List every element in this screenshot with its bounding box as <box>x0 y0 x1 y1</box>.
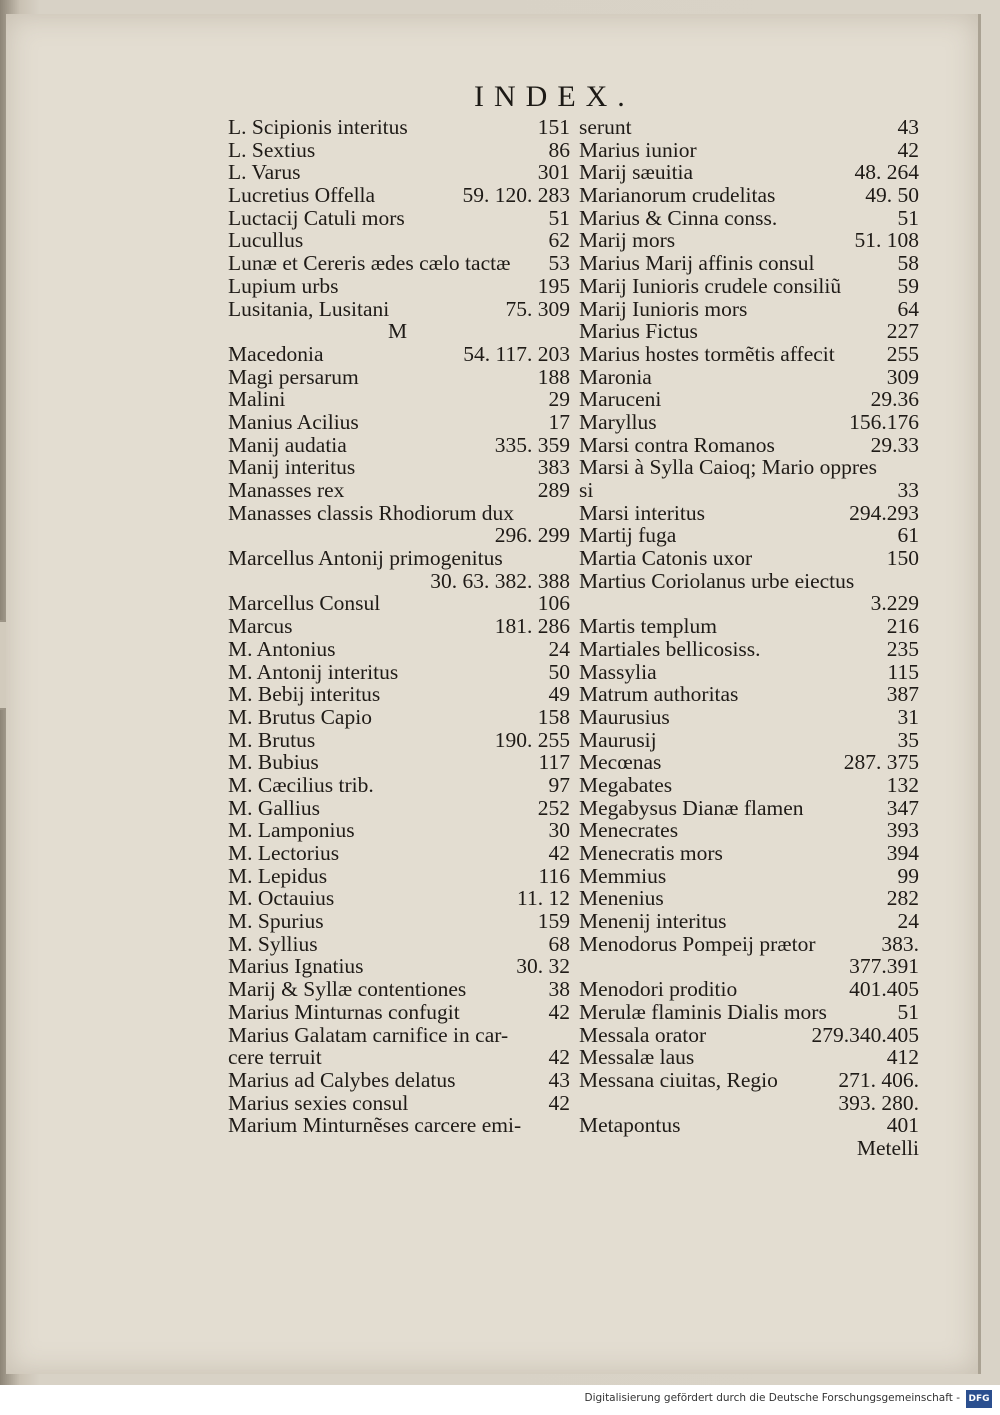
index-pages: 29.36 <box>870 387 919 412</box>
index-entry <box>228 729 570 752</box>
index-term: Marius Fictus <box>579 319 698 344</box>
index-pages: 42 <box>897 137 919 162</box>
index-entry <box>579 1001 919 1024</box>
index-term: Megabates <box>579 772 673 797</box>
index-entry <box>228 456 570 479</box>
index-term: Marij Iunioris crudele consiliũ <box>579 273 842 298</box>
index-entry <box>228 978 570 1001</box>
index-pages: 335. 359 <box>494 432 570 457</box>
index-pages: 279.340.405 <box>811 1022 919 1047</box>
index-pages: 42 <box>548 999 570 1024</box>
index-entry <box>579 615 919 638</box>
index-entry <box>228 298 570 321</box>
index-entry <box>228 887 570 910</box>
index-pages: 271. 406. <box>838 1067 919 1092</box>
index-entry <box>228 661 570 684</box>
index-term: si <box>579 478 594 502</box>
index-entry <box>228 479 570 502</box>
index-pages: 99 <box>897 863 919 888</box>
index-term: Marcellus Antonij primogenitus <box>228 546 503 571</box>
index-entry <box>228 229 570 252</box>
index-pages: 393. 280. <box>838 1090 919 1115</box>
index-pages: 86 <box>548 137 570 162</box>
index-entry <box>579 955 919 978</box>
index-term: M. Bebij interitus <box>228 682 381 707</box>
index-entry <box>228 865 570 888</box>
index-entry <box>228 1046 570 1069</box>
index-term: Menecratis mors <box>579 841 723 865</box>
index-pages: 42 <box>548 1090 570 1115</box>
index-term: Maurusij <box>579 727 657 752</box>
index-entry <box>228 819 570 842</box>
index-pages: 17 <box>548 409 570 434</box>
index-term: M. Syllius <box>228 931 318 956</box>
index-term: L. Varus <box>228 160 301 185</box>
index-entry <box>228 615 570 638</box>
index-term: Martia Catonis uxor <box>579 546 753 571</box>
index-entry <box>228 411 570 434</box>
index-pages: 287. 375 <box>843 750 919 775</box>
index-entry <box>579 456 919 479</box>
index-entry <box>579 161 919 184</box>
index-entry <box>228 502 570 525</box>
index-entry <box>228 343 570 366</box>
index-term: Megabysus Dianæ flamen <box>579 795 804 820</box>
index-pages: 235 <box>886 636 919 661</box>
index-pages: 61 <box>897 523 919 548</box>
index-entry <box>228 570 570 593</box>
index-term: Luctacij Catuli mors <box>228 205 405 230</box>
index-pages: 64 <box>897 296 919 321</box>
index-entry <box>579 683 919 706</box>
index-pages: 62 <box>548 228 570 253</box>
index-entry <box>228 1001 570 1024</box>
index-pages: 383. <box>881 931 919 956</box>
index-pages: 59 <box>897 273 919 298</box>
index-entry <box>228 547 570 570</box>
index-entry <box>579 434 919 457</box>
index-entry <box>579 184 919 207</box>
index-term: Magi persarum <box>228 364 359 389</box>
index-entry <box>228 592 570 615</box>
index-entry <box>579 592 919 615</box>
index-term: Marius Galatam carnifice in car- <box>228 1022 509 1047</box>
index-pages: 3.229 <box>870 591 919 616</box>
index-term: Menodorus Pompeij prætor <box>579 931 816 956</box>
index-column-left <box>228 116 570 1137</box>
index-entry <box>228 706 570 729</box>
index-pages: 255 <box>886 341 919 366</box>
index-entry <box>579 479 919 502</box>
index-entry <box>228 275 570 298</box>
index-entry <box>579 252 919 275</box>
index-term: Marij & Syllæ contentiones <box>228 977 467 1002</box>
index-entry <box>228 933 570 956</box>
index-pages: 309 <box>886 364 919 389</box>
index-pages: Metelli <box>856 1135 919 1160</box>
index-entry <box>579 570 919 593</box>
index-pages: 11. 12 <box>517 886 570 911</box>
index-term: Messana ciuitas, Regio <box>579 1067 778 1092</box>
index-term: Messalæ laus <box>579 1045 695 1070</box>
index-term: Maronia <box>579 364 652 389</box>
index-term: Manij audatia <box>228 432 347 457</box>
dfg-logo-icon: DFG <box>966 1390 992 1408</box>
footer-bar <box>0 1385 1000 1415</box>
index-entry <box>228 184 570 207</box>
index-term: Martiales bellicosiss. <box>579 636 761 661</box>
index-pages: 42 <box>548 841 570 865</box>
index-pages: 35 <box>897 727 919 752</box>
index-term: Lunæ et Cereris ædes cælo tactæ <box>228 251 511 276</box>
index-term: Merulæ flaminis Dialis mors <box>579 999 827 1024</box>
index-term: L. Scipionis interitus <box>228 115 408 139</box>
index-term: Marius & Cinna conss. <box>579 205 778 230</box>
index-term: Marius Minturnas confugit <box>228 999 460 1024</box>
index-pages: 227 <box>886 319 919 344</box>
index-term: M. Spurius <box>228 909 324 934</box>
index-entry <box>579 887 919 910</box>
index-term: Marcus <box>228 614 293 639</box>
index-term: Manius Acilius <box>228 409 359 434</box>
index-term: Marium Minturnẽses carcere emi- <box>228 1113 522 1138</box>
index-pages: 29.33 <box>870 432 919 457</box>
index-pages: 347 <box>886 795 919 820</box>
index-pages: 132 <box>886 772 919 797</box>
index-term: Macedonia <box>228 341 324 366</box>
index-term: Menenij interitus <box>579 909 727 934</box>
index-pages: 252 <box>537 795 570 820</box>
index-pages: 58 <box>897 251 919 276</box>
index-term: Maurusius <box>579 704 670 729</box>
index-entry <box>579 751 919 774</box>
index-entry <box>579 116 919 139</box>
index-term: Menecrates <box>579 818 679 843</box>
index-term: Lusitania, Lusitani <box>228 296 390 321</box>
index-entry <box>579 524 919 547</box>
index-pages: 116 <box>538 863 570 888</box>
index-entry <box>579 819 919 842</box>
index-term: Lupium urbs <box>228 273 339 298</box>
index-term: Marius sexies consul <box>228 1090 409 1115</box>
index-pages: 49 <box>548 682 570 707</box>
index-pages: 282 <box>886 886 919 911</box>
index-term: Marsi contra Romanos <box>579 432 775 457</box>
index-pages: 156.176 <box>849 409 919 434</box>
index-term: M <box>388 319 408 344</box>
index-entry <box>228 366 570 389</box>
index-term: Manasses classis Rhodiorum dux <box>228 500 515 525</box>
index-term: Manij interitus <box>228 455 356 480</box>
index-pages: 42 <box>548 1045 570 1070</box>
index-entry <box>228 751 570 774</box>
index-entry <box>579 842 919 865</box>
index-term: Marius hostes tormẽtis affecit <box>579 341 835 366</box>
index-entry <box>579 1092 919 1115</box>
index-term: Lucretius Offella <box>228 183 376 208</box>
index-pages: 394 <box>886 841 919 865</box>
index-term: Marianorum crudelitas <box>579 183 776 208</box>
index-entry <box>579 865 919 888</box>
index-entry <box>579 320 919 343</box>
index-entry <box>228 116 570 139</box>
index-entry <box>579 978 919 1001</box>
index-term: M. Gallius <box>228 795 320 820</box>
index-term: Marij mors <box>579 228 676 253</box>
index-entry <box>579 298 919 321</box>
index-term: M. Brutus Capio <box>228 704 372 729</box>
index-term: M. Bubius <box>228 750 319 775</box>
index-term: Menenius <box>579 886 664 911</box>
index-pages: 106 <box>537 591 570 616</box>
index-term: M. Octauius <box>228 886 335 911</box>
index-pages: 75. 309 <box>505 296 570 321</box>
index-term: Marsi interitus <box>579 500 705 525</box>
index-entry <box>579 207 919 230</box>
index-pages: 115 <box>887 659 919 684</box>
index-term: Marsi à Sylla Caioq; Mario oppres <box>579 455 877 480</box>
index-term: Marcellus Consul <box>228 591 381 616</box>
index-pages: 150 <box>886 546 919 571</box>
index-pages: 377.391 <box>849 954 919 979</box>
index-entry <box>228 161 570 184</box>
index-term: Marius Marij affinis consul <box>579 251 815 276</box>
index-term: Martius Coriolanus urbe eiectus <box>579 568 855 593</box>
index-entry <box>228 1114 570 1137</box>
index-entry <box>579 729 919 752</box>
index-entry <box>579 910 919 933</box>
index-entry <box>579 388 919 411</box>
index-entry <box>579 1114 919 1137</box>
index-entry <box>228 252 570 275</box>
index-pages: 48. 264 <box>854 160 919 185</box>
index-entry <box>228 842 570 865</box>
index-entry <box>579 1069 919 1092</box>
index-pages: 289 <box>537 478 570 502</box>
index-pages: 159 <box>537 909 570 934</box>
index-term: Marij sæuitia <box>579 160 694 185</box>
index-entry <box>579 502 919 525</box>
index-term: Marius ad Calybes delatus <box>228 1067 456 1092</box>
index-pages: 51 <box>897 205 919 230</box>
index-entry <box>579 1137 919 1160</box>
index-term: M. Antonius <box>228 636 336 661</box>
index-entry <box>579 661 919 684</box>
index-pages: 30. 32 <box>516 954 570 979</box>
index-term: M. Lamponius <box>228 818 355 843</box>
page-title: INDEX. <box>474 80 635 113</box>
index-term: Menodori proditio <box>579 977 738 1002</box>
index-entry <box>228 1024 570 1047</box>
index-entry <box>579 275 919 298</box>
index-pages: 195 <box>537 273 570 298</box>
index-entry <box>228 320 570 343</box>
index-term: Massylia <box>579 659 657 684</box>
index-pages: 51. 108 <box>854 228 919 253</box>
index-entry <box>579 1046 919 1069</box>
index-term: Marius Ignatius <box>228 954 364 979</box>
index-pages: 296. 299 <box>494 523 570 548</box>
index-pages: 38 <box>548 977 570 1002</box>
index-term: Maruceni <box>579 387 662 412</box>
index-term: Metapontus <box>579 1113 681 1138</box>
index-term: Maryllus <box>579 409 657 434</box>
index-pages: 30 <box>548 818 570 843</box>
index-pages: 24 <box>548 636 570 661</box>
index-column-right <box>579 116 919 1160</box>
index-pages: 190. 255 <box>494 727 570 752</box>
index-pages: 43 <box>548 1067 570 1092</box>
index-term: M. Lepidus <box>228 863 328 888</box>
index-term: Matrum authoritas <box>579 682 739 707</box>
index-pages: 43 <box>897 115 919 139</box>
index-entry <box>579 797 919 820</box>
index-pages: 401 <box>886 1113 919 1138</box>
index-entry <box>228 910 570 933</box>
index-entry <box>228 207 570 230</box>
index-pages: 294.293 <box>849 500 919 525</box>
index-entry <box>228 683 570 706</box>
index-entry <box>228 524 570 547</box>
index-entry <box>228 139 570 162</box>
index-entry <box>228 1092 570 1115</box>
index-entry <box>579 774 919 797</box>
index-pages: 50 <box>548 659 570 684</box>
index-pages: 59. 120. 283 <box>462 183 570 208</box>
index-entry <box>579 139 919 162</box>
index-pages: 68 <box>548 931 570 956</box>
index-pages: 51 <box>897 999 919 1024</box>
index-pages: 30. 63. 382. 388 <box>430 568 570 593</box>
index-term: Marij Iunioris mors <box>579 296 748 321</box>
index-pages: 31 <box>897 704 919 729</box>
index-entry <box>228 434 570 457</box>
index-term: Malini <box>228 387 286 412</box>
index-pages: 412 <box>886 1045 919 1070</box>
index-pages: 181. 286 <box>494 614 570 639</box>
index-pages: 97 <box>548 772 570 797</box>
index-pages: 188 <box>537 364 570 389</box>
index-entry <box>579 229 919 252</box>
index-pages: 33 <box>897 478 919 502</box>
index-entry <box>228 955 570 978</box>
index-pages: 49. 50 <box>865 183 919 208</box>
index-term: L. Sextius <box>228 137 316 162</box>
index-pages: 216 <box>886 614 919 639</box>
index-term: Manasses rex <box>228 478 345 502</box>
index-pages: 151 <box>537 115 570 139</box>
index-entry <box>228 1069 570 1092</box>
index-entry <box>579 706 919 729</box>
funding-notice: Digitalisierung gefördert durch die Deutsche Forschungsgemeinschaft - <box>584 1392 960 1404</box>
index-pages: 24 <box>897 909 919 934</box>
index-entry <box>579 638 919 661</box>
index-term: M. Lectorius <box>228 841 340 865</box>
index-entry <box>579 343 919 366</box>
index-pages: 51 <box>548 205 570 230</box>
index-term: Marius iunior <box>579 137 697 162</box>
index-pages: 54. 117. 203 <box>463 341 570 366</box>
index-term: Martij fuga <box>579 523 677 548</box>
index-entry <box>228 638 570 661</box>
index-entry <box>579 411 919 434</box>
index-pages: 401.405 <box>849 977 919 1002</box>
index-pages: 158 <box>537 704 570 729</box>
index-pages: 387 <box>886 682 919 707</box>
index-pages: 383 <box>537 455 570 480</box>
index-entry <box>228 388 570 411</box>
index-entry <box>579 933 919 956</box>
index-entry <box>228 774 570 797</box>
index-entry <box>579 1024 919 1047</box>
index-term: M. Cæcilius trib. <box>228 772 374 797</box>
index-term: Lucullus <box>228 228 304 253</box>
index-term: Messala orator <box>579 1022 707 1047</box>
index-pages: 117 <box>538 750 570 775</box>
index-pages: 53 <box>548 251 570 276</box>
index-entry <box>228 797 570 820</box>
index-term: Mecœnas <box>579 750 662 775</box>
index-term: Martis templum <box>579 614 717 639</box>
index-term: M. Brutus <box>228 727 316 752</box>
index-pages: 393 <box>886 818 919 843</box>
index-term: cere terruit <box>228 1045 322 1070</box>
index-term: serunt <box>579 115 632 139</box>
index-entry <box>579 366 919 389</box>
index-term: M. Antonij interitus <box>228 659 399 684</box>
index-pages: 301 <box>537 160 570 185</box>
index-term: Memmius <box>579 863 667 888</box>
index-entry <box>579 547 919 570</box>
index-pages: 29 <box>548 387 570 412</box>
